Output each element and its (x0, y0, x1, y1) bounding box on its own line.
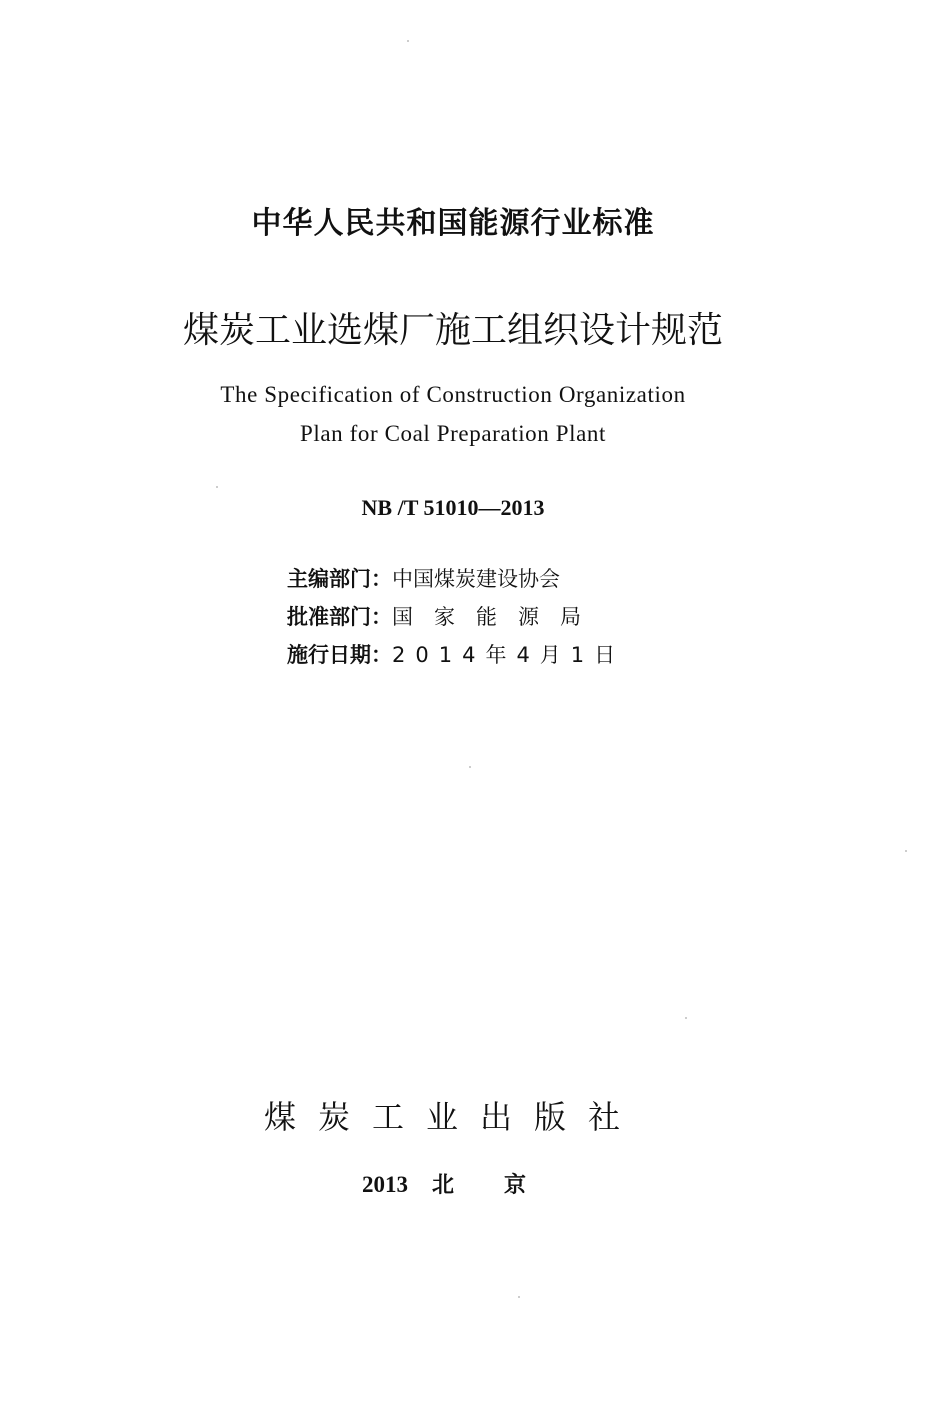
imprint-city: 北京 (432, 1173, 577, 1198)
effective-date-row (287, 639, 625, 669)
editor-value: 中国煤炭建设协会 (392, 567, 560, 591)
scan-speck (216, 486, 218, 488)
scan-speck (518, 1296, 520, 1298)
industry-standard-heading: 中华人民共和国能源行业标准 (251, 206, 655, 241)
scan-speck (469, 766, 471, 768)
document-title-english-line1: The Specification of Construction Organization (220, 382, 686, 407)
approver-label: 批准部门： (287, 605, 392, 629)
scan-speck (685, 1017, 687, 1019)
standard-number: NB /T 51010—2013 (361, 495, 545, 520)
editor-label: 主编部门： (287, 567, 392, 591)
effective-date-label: 施行日期： (287, 643, 392, 667)
document-title-chinese: 煤炭工业选煤厂施工组织设计规范 (182, 310, 723, 351)
approver-row (287, 601, 602, 631)
publisher-name: 煤炭工业出版社 (263, 1098, 642, 1136)
editor-row (287, 563, 560, 593)
imprint-year: 2013 (362, 1172, 408, 1197)
effective-date-value: 2014年4月1日 (392, 643, 626, 667)
imprint-line (362, 1168, 576, 1199)
approver-value: 国家能源局 (392, 605, 602, 629)
scan-speck (407, 40, 409, 42)
document-title-english-line2: Plan for Coal Preparation Plant (299, 421, 607, 446)
scan-speck (905, 850, 907, 852)
